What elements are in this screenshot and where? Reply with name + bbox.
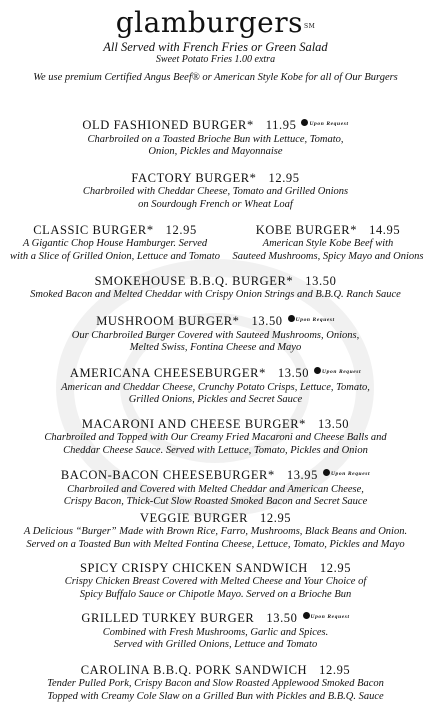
served-with-note: All Served with French Fries or Green Salad	[103, 40, 328, 54]
item-name: KOBE BURGER*	[255, 223, 358, 237]
upon-request-badge: Upon Request	[323, 467, 370, 482]
item-name: GRILLED TURKEY BURGER	[81, 611, 255, 625]
upon-request-icon	[323, 469, 330, 476]
menu-item-factory-burger	[0, 171, 431, 211]
service-mark: SM	[303, 23, 316, 30]
item-price: 13.50	[305, 274, 337, 288]
upon-request-icon	[303, 612, 310, 619]
item-name: SPICY CRISPY CHICKEN SANDWICH	[79, 561, 308, 575]
item-name: AMERICANA CHEESEBURGER*	[69, 366, 266, 380]
menu-item-classic-burger	[0, 223, 230, 263]
item-price: 12.95	[319, 663, 351, 677]
item-price: 12.95	[268, 171, 300, 185]
item-description: Smoked Bacon and Melted Cheddar with Crispy Onion Strings and B.B.Q. Ranch Sauce	[30, 289, 401, 300]
menu-item-grilled-turkey-burger	[0, 611, 431, 652]
item-name: SMOKEHOUSE B.B.Q. BURGER*	[94, 274, 294, 288]
item-name: FACTORY BURGER*	[131, 171, 257, 185]
item-description: Tender Pulled Pork, Crispy Bacon and Slow Roasted Applewood Smoked Bacon Topped with Creamy Cole Slaw on a Grilled Bun with Pickles and B.B.Q. Sauce	[47, 678, 384, 702]
sweet-potato-note: Sweet Potato Fries 1.00 extra	[155, 54, 276, 65]
item-description: American Style Kobe Beef with Sauteed Mushrooms, Spicy Mayo and Onions	[232, 238, 424, 262]
menu-item-mushroom-burger	[0, 314, 431, 355]
item-description: Charbroiled and Covered with Melted Cheddar and American Cheese, Crispy Bacon, Thick-Cut Slow Roasted Smoked Bacon and Secret Sauce	[63, 483, 368, 508]
item-name: CLASSIC BURGER*	[33, 223, 154, 237]
item-price: 14.95	[369, 223, 401, 237]
item-price: 11.95	[265, 118, 297, 132]
brand-title: glamburgers℠	[115, 6, 316, 39]
item-name: OLD FASHIONED BURGER*	[82, 118, 254, 132]
menu-item-kobe-burger	[225, 223, 431, 263]
menu-item-smokehouse-bbq-burger	[0, 274, 431, 302]
item-price: 12.95	[165, 223, 197, 237]
item-price: 12.95	[319, 561, 352, 575]
upon-request-icon	[314, 367, 321, 374]
menu-header	[0, 8, 431, 84]
item-description: Charbroiled and Topped with Our Creamy Fried Macaroni and Cheese Balls and Cheddar Cheese Sauce. Served with Lettuce, Tomato, Pickles and Onion	[44, 432, 387, 456]
item-description: Charbroiled on a Toasted Brioche Bun with Lettuce, Tomato, Onion, Pickles and Mayonnaise	[87, 133, 344, 158]
item-price: 13.50	[318, 417, 350, 431]
menu-item-carolina-bbq-pork-sandwich	[0, 663, 431, 703]
item-name: CAROLINA B.B.Q. PORK SANDWICH	[80, 663, 308, 677]
beef-note: We use premium Certified Angus Beef® or American Style Kobe for all of Our Burgers	[33, 72, 398, 83]
menu-item-bacon-bacon-cheeseburger	[0, 468, 431, 509]
upon-request-badge: Upon Request	[301, 117, 348, 132]
menu-item-spicy-crispy-chicken-sandwich	[0, 561, 431, 601]
item-name: MUSHROOM BURGER*	[96, 314, 240, 328]
item-price: 13.95	[286, 468, 318, 482]
upon-request-icon	[288, 315, 295, 322]
item-description: A Gigantic Chop House Hamburger. Served with a Slice of Grilled Onion, Lettuce and Tomato	[10, 238, 220, 262]
item-price: 13.50	[251, 314, 283, 328]
item-description: Crispy Chicken Breast Covered with Melted Cheese and Your Choice of Spicy Buffalo Sauce or Chipotle Mayo. Served on a Brioche Bun	[64, 576, 367, 600]
item-name: BACON-BACON CHEESEBURGER*	[60, 468, 275, 482]
item-name: MACARONI AND CHEESE BURGER*	[81, 417, 307, 431]
item-name: VEGGIE BURGER	[139, 511, 249, 525]
item-description: A Delicious “Burger” Made with Brown Rice, Farro, Mushrooms, Black Beans and Onion. Served on a Toasted Bun with Melted Fontina Cheese, Lettuce, Tomato, Pickles and Mayo	[23, 526, 408, 550]
menu-item-macaroni-and-cheese-burger	[0, 417, 431, 457]
item-description: Our Charbroiled Burger Covered with Sauteed Mushrooms, Onions, Melted Swiss, Fontina Cheese and Mayo	[71, 329, 360, 354]
menu-item-veggie-burger	[0, 511, 431, 551]
upon-request-icon	[301, 119, 308, 126]
item-description: Combined with Fresh Mushrooms, Garlic and Spices. Served with Grilled Onions, Lettuce and Tomato	[102, 626, 329, 651]
menu-item-old-fashioned-burger	[0, 118, 431, 159]
upon-request-badge: Upon Request	[288, 313, 335, 328]
item-price: 12.95	[260, 511, 292, 525]
item-description: American and Cheddar Cheese, Crunchy Potato Crisps, Lettuce, Tomato, Grilled Onions, Pickles and Secret Sauce	[61, 381, 370, 406]
upon-request-badge: Upon Request	[303, 610, 350, 625]
upon-request-badge: Upon Request	[314, 365, 361, 380]
item-price: 13.50	[277, 366, 310, 380]
menu-item-americana-cheeseburger	[0, 366, 431, 407]
item-description: Charbroiled with Cheddar Cheese, Tomato and Grilled Onions on Sourdough French or Wheat Loaf	[82, 186, 349, 210]
item-price: 13.50	[266, 611, 298, 625]
